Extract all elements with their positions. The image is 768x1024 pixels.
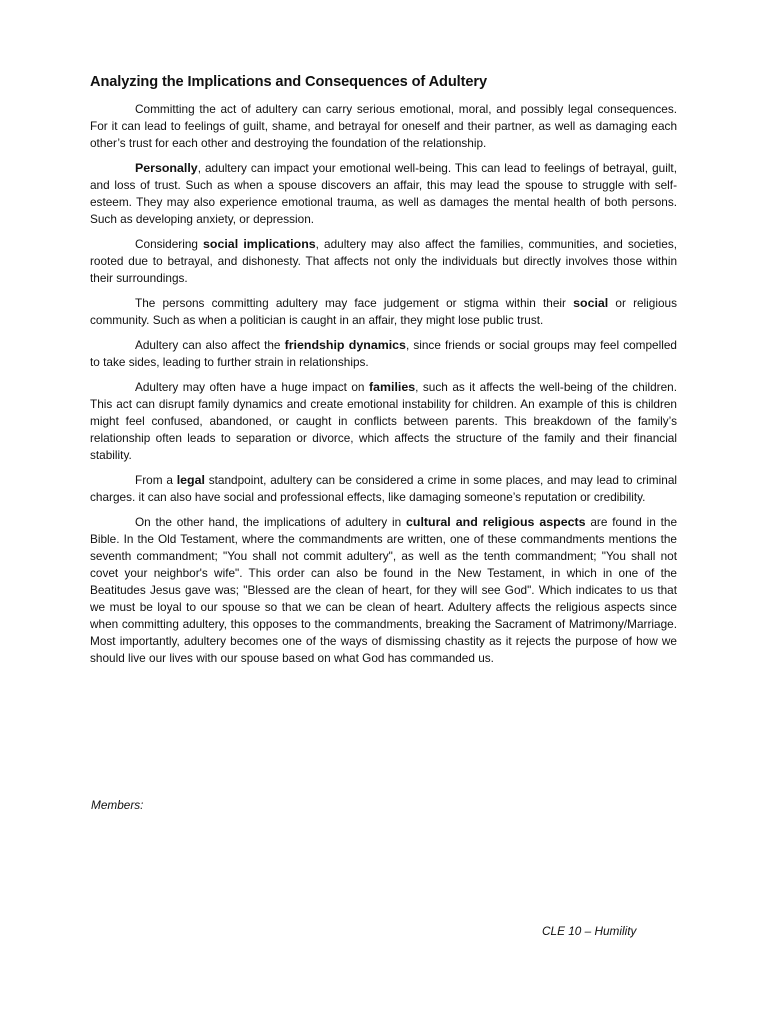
paragraph-text: From a xyxy=(135,473,177,487)
document-body xyxy=(90,72,677,675)
paragraph-friendship-dynamics xyxy=(90,337,677,371)
paragraph-emphasis: families xyxy=(368,380,416,394)
paragraph-text: Adultery may often have a huge impact on xyxy=(135,380,369,394)
paragraph-text: Considering xyxy=(135,237,204,251)
paragraph-emphasis: social xyxy=(573,296,609,310)
paragraph-text: , adultery may also affect the families, communities, and societies, rooted due to betrayal, and dishonesty. That affects not only the individuals but directly involves those within their surroundings. xyxy=(90,237,678,285)
paragraph-text: are found in the Bible. In the Old Testament, where the commandments are written, one of these commandments mentions the seventh commandment; "You shall not commit adultery", as well as the tenth commandment; "You shall not covet your neighbor's wife". This order can also be found in the New Testament, in which in one of the Beatitudes Jesus gave was; "Blessed are the clean of heart, for they will see God". Which indicates to us that we must be loyal to our spouse so that we can be clean of heart. Adultery affects the religious aspects since when committing adultery, this opposes to the commandments, breaking the Sacrament of Matrimony/Marriage. Most importantly, adultery becomes one of the ways of dismissing chastity as it rejects the purpose of how we should live our lives with our spouse based on what God has commanded us. xyxy=(90,515,678,665)
page-footer: CLE 10 – Humility xyxy=(542,924,637,938)
paragraph-text: On the other hand, the implications of adultery in xyxy=(135,515,406,529)
paragraph-text: , since friends or social groups may feel compelled to take sides, leading to further strain in relationships. xyxy=(90,338,677,369)
paragraph-text: Adultery can also affect the xyxy=(135,338,285,352)
paragraph-emphasis: friendship dynamics xyxy=(284,338,406,352)
paragraph-social-stigma xyxy=(90,295,677,329)
paragraph-personally xyxy=(90,160,677,228)
paragraph-text: or religious community. Such as when a politician is caught in an affair, they might lose public trust. xyxy=(90,296,677,327)
paragraph-text: Committing the act of adultery can carry serious emotional, moral, and possibly legal consequences. For it can lead to feelings of guilt, shame, and betrayal for oneself and their partner, as well as damaging each other’s trust for each other and destroying the foundation of the relationship. xyxy=(90,102,677,150)
paragraph-emphasis: Personally xyxy=(135,161,198,175)
paragraph-emphasis: social implications xyxy=(203,237,316,251)
paragraph-families xyxy=(90,379,677,464)
members-label: Members: xyxy=(91,798,144,812)
paragraph-intro xyxy=(90,101,677,152)
paragraph-text: The persons committing adultery may face judgement or stigma within their xyxy=(135,296,574,310)
paragraph-text: standpoint, adultery can be considered a crime in some places, and may lead to criminal charges. it can also have social and professional effects, like damaging someone’s reputation or credibility. xyxy=(90,473,677,504)
paragraph-cultural-religious xyxy=(90,514,677,667)
paragraph-social-implications xyxy=(90,236,677,287)
paragraph-text: , adultery can impact your emotional well-being. This can lead to feelings of betrayal, guilt, and loss of trust. Such as when a spouse discovers an affair, this may lead the spouse to struggle with self-esteem. They may also experience emotional trauma, as well as damages the mental health of both persons. Such as developing anxiety, or depression. xyxy=(90,161,677,226)
document-title: Analyzing the Implications and Consequences of Adultery xyxy=(90,74,487,90)
paragraph-text: , such as it affects the well-being of the children. This act can disrupt family dynamics and create emotional instability for children. An example of this is children might feel confused, abandoned, or caught in conflicts between parents. This breakdown of the family’s relationship often leads to separation or divorce, which affects the structure of the family and their financial stability. xyxy=(90,380,677,462)
paragraph-emphasis: legal xyxy=(176,473,205,487)
paragraph-legal xyxy=(90,472,677,506)
paragraph-emphasis: cultural and religious aspects xyxy=(406,515,586,529)
